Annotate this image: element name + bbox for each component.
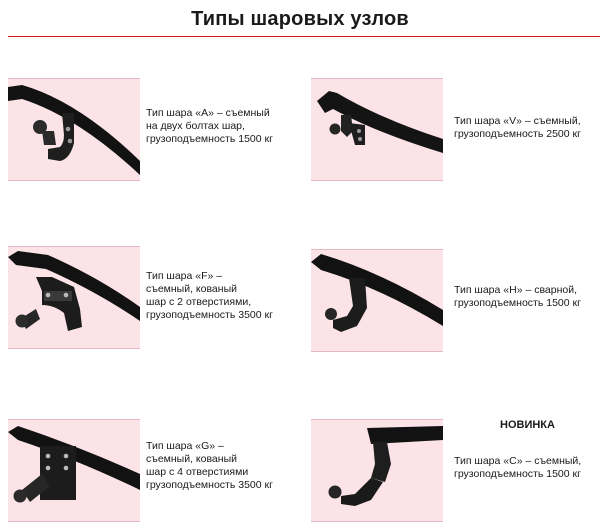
page-title: Типы шаровых узлов [191,8,409,30]
hitch-v-image [311,78,443,181]
caption-h: Тип шара «Н» – сварной, грузоподъемность 1500 кг [454,284,581,309]
new-badge: НОВИНКА [500,419,555,431]
caption-f: Тип шара «F» – съемный, кованый шар с 2 отверстиями, грузоподъемность 3500 кг [146,270,273,321]
hitch-h-image [311,249,443,352]
caption-a: Тип шара «А» – съемный на двух болтах шар, грузоподъемность 1500 кг [146,107,273,145]
hitch-a-image [8,78,140,181]
hitch-c-image [311,419,443,522]
caption-c: Тип шара «С» – съемный, грузоподъемность 1500 кг [454,455,582,480]
hitch-f-image [8,246,140,349]
caption-v: Тип шара «V» – съемный, грузоподъемность 2500 кг [454,115,581,140]
title-divider [8,36,600,37]
hitch-g-image [8,419,140,522]
caption-g: Тип шара «G» – съемный, кованый шар с 4 отверстиями грузоподъемность 3500 кг [146,440,273,491]
